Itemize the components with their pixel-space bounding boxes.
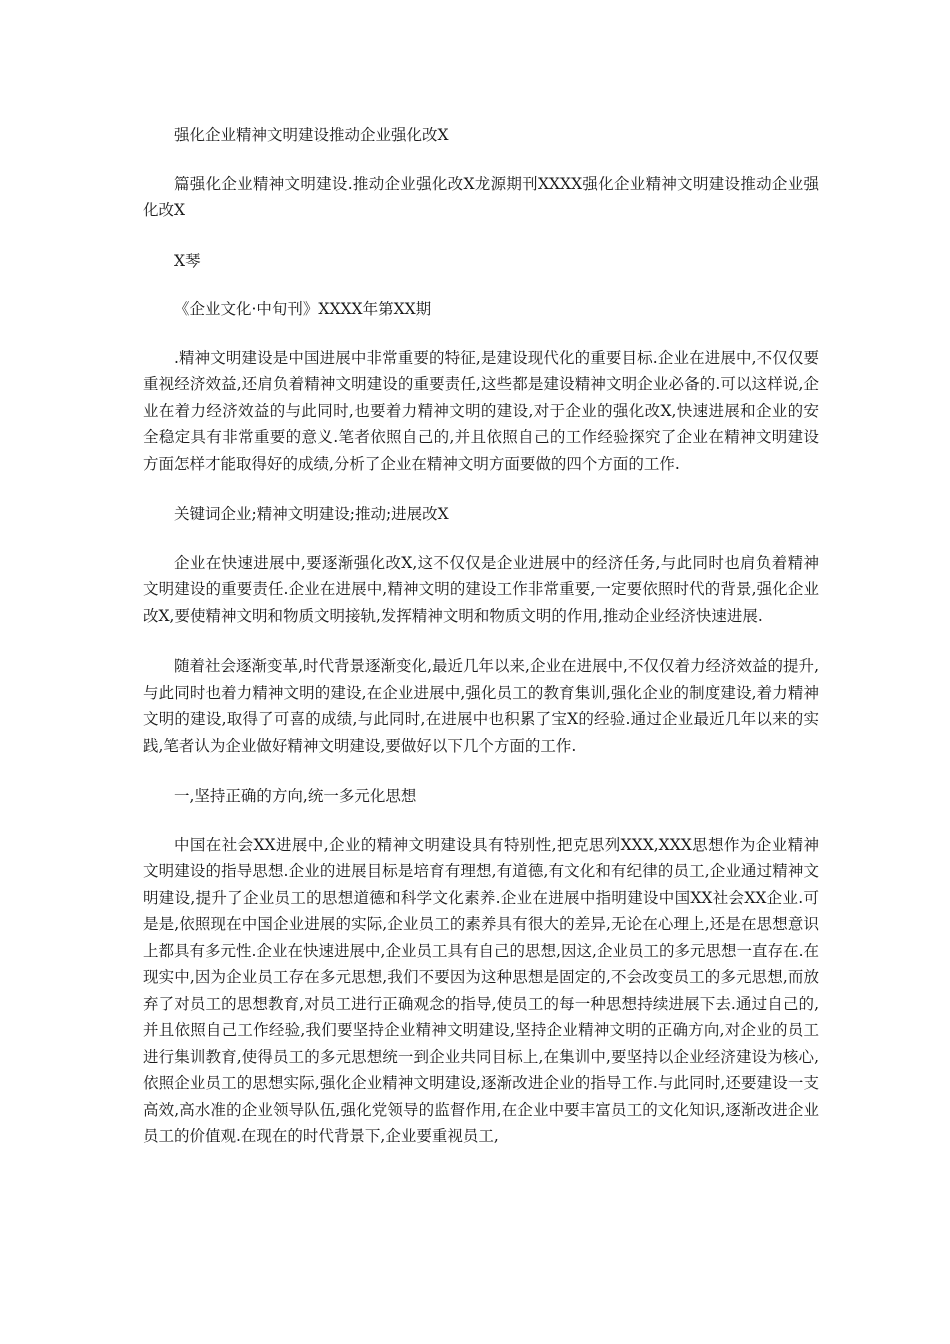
author-name: X琴 (174, 251, 201, 270)
document-body (143, 122, 819, 1174)
body-paragraph-2: 随着社会逐渐变革,时代背景逐渐变化,最近几年以来,企业在进展中,不仅仅着力经济效益的提升,与此同时也着力精神文明的建设,在企业进展中,强化员工的教育集训,强化企业的制度建设,着力精神文明的建设,取得了可喜的成绩,与此同时,在进展中也积累了宝X的经验.通过企业最近几年以来的实践,笔者认为企业做好精神文明建设,要做好以下几个方面的工作. (143, 657, 819, 755)
section-1-heading: 一,坚持正确的方向,统一多元化思想 (174, 787, 417, 805)
keywords-line: 关键词企业;精神文明建设;推动;进展改X (174, 505, 449, 523)
abstract-paragraph: .精神文明建设是中国进展中非常重要的特征,是建设现代化的重要目标.企业在进展中,不仅仅要重视经济效益,还肩负着精神文明建设的重要责任,这些都是建设精神文明企业必备的.可以这样说,企业在着力经济效益的与此同时,也要着力精神文明的建设,对于企业的强化改X,快速进展和企业的安全稳定具有非常重要的意义.笔者依照自己的,并且依照自己的工作经验探究了企业在精神文明建设方面怎样才能取得好的成绩,分析了企业在精神文明方面要做的四个方面的工作. (143, 348, 819, 473)
publication-source: 《企业文化·中旬刊》XXXX年第XX期 (174, 300, 432, 318)
body-paragraph-3: 中国在社会XX进展中,企业的精神文明建设具有特别性,把克思列XXX,XXX思想作为企业精神文明建设的指导思想.企业的进展目标是培育有理想,有道德,有文化和有纪律的员工,企业通过精神文明建设,提升了企业员工的思想道德和科学文化素养.企业在进展中指明建设中国XX社会XX企业.可是是,依照现在中国企业进展的实际,企业员工的素养具有很大的差异,无论在心理上,还是在思想意识上都具有多元性.企业在快速进展中,企业员工具有自己的思想,因这,企业员工的多元思想一直存在.在现实中,因为企业员工存在多元思想,我们不要因为这种思想是固定的,不会改变员工的多元思想,而放弃了对员工的思想教育,对员工进行正确观念的指导,使员工的每一种思想持续进展下去.通过自己的,并且依照自己工作经验,我们要坚持企业精神文明建设,坚持企业精神文明的正确方向,对企业的员工进行集训教育,使得员工的多元思想统一到企业共同目标上,在集训中,要坚持以企业经济建设为核心,依照企业员工的思想实际,强化企业精神文明建设,逐渐改进企业的指导工作.与此同时,还要建设一支高效,高水准的企业领导队伍,强化党领导的监督作用,在企业中要丰富员工的文化知识,逐渐改进企业员工的价值观.在现在的时代背景下,企业要重视员工, (143, 835, 819, 1145)
body-paragraph-1: 企业在快速进展中,要逐渐强化改X,这不仅仅是企业进展中的经济任务,与此同时也肩负着精神文明建设的重要责任.企业在进展中,精神文明的建设工作非常重要,一定要依照时代的背景,强化企业改X,要使精神文明和物质文明接轨,发挥精神文明和物质文明的作用,推动企业经济快速进展. (143, 553, 819, 625)
document-intro: 篇强化企业精神文明建设.推动企业强化改X龙源期刊XXXX强化企业精神文明建设推动企业强化改X (143, 174, 819, 219)
document-title: 强化企业精神文明建设推动企业强化改X (174, 126, 449, 144)
